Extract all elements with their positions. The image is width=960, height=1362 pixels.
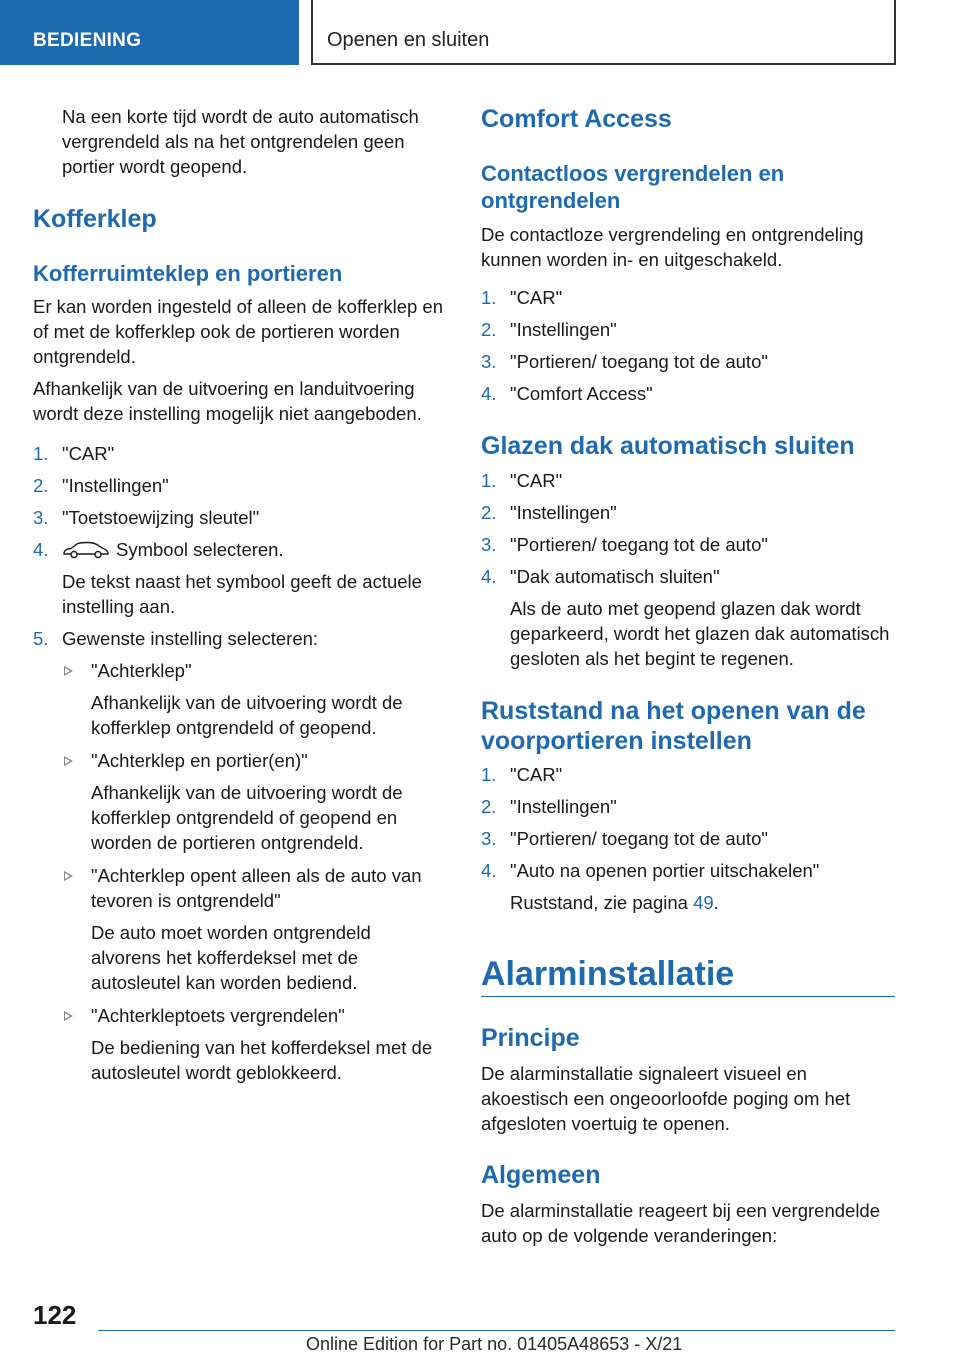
list-item: 2. "Instellingen"	[481, 796, 617, 817]
list-item: 1. "CAR"	[481, 764, 563, 785]
list-item: 2. "Instellingen"	[481, 502, 617, 523]
footer-divider	[98, 1330, 895, 1331]
heading-principe: Principe	[481, 1024, 580, 1052]
footer-edition: Online Edition for Part no. 01405A48653 - X/21	[306, 1334, 683, 1354]
list-item: 2. "Instellingen"	[33, 475, 169, 496]
header-section-tab	[0, 0, 299, 65]
heading-kofferklep: Kofferklep	[33, 205, 157, 233]
list-item: 4. Symbool selecteren. De tekst naast het symbool geeft de actuele instelling aan.	[33, 537, 445, 619]
heading-comfort-access: Comfort Access	[481, 105, 672, 133]
triangle-bullet-icon	[64, 666, 73, 676]
section-divider	[481, 996, 895, 997]
triangle-bullet-icon	[64, 871, 73, 881]
step-note: De tekst naast het symbool geeft de actuele instelling aan.	[62, 571, 422, 617]
heading-algemeen: Algemeen	[481, 1161, 601, 1189]
option-list	[62, 658, 445, 1085]
steps-comfort-access	[481, 285, 895, 406]
list-item: 1. "CAR"	[481, 287, 563, 308]
steps-kofferklep	[33, 441, 445, 1093]
heading-contactloos: Contactloos vergrendelen en ontgrendelen	[481, 161, 785, 213]
triangle-bullet-icon	[64, 1011, 73, 1021]
paragraph-contactloos: De contactloze vergrendeling en ontgrendeling kunnen worden in- en uitgeschakeld.	[481, 224, 864, 270]
paragraph-availability: Afhankelijk van de uitvoering en landuitvoering wordt deze instelling mogelijk niet aangeboden.	[33, 378, 422, 424]
paragraph-algemeen: De alarminstallatie reageert bij een vergrendelde auto op de volgende veranderingen:	[481, 1200, 881, 1246]
heading-glazen-dak: Glazen dak automatisch sluiten	[481, 432, 855, 460]
car-icon	[62, 539, 110, 559]
list-item: 5. Gewenste instelling selecteren: "Achterklep" Afhankelijk van de uitvoering wordt de kofferklep ontgrendeld of geopend. "Achterklep en portier(en)" Afhankelijk van de uitvoering wordt de kofferklep ontgrendeld of geopend en worden de portieren ontgrendeld. "Achterklep opent alleen als de auto van tevoren is ontgrendeld" De auto moet worden ontgrendeld alvorens het kofferdeksel met de autosleutel kan worden bediend. "Achterkleptoets vergrendelen" De bediening van het kofferdeksel met de autosleutel wordt geblokkeerd.	[33, 626, 445, 1085]
list-item: 3. "Portieren/ toegang tot de auto"	[481, 534, 768, 555]
steps-glazen-dak	[481, 468, 895, 671]
page-number: 122	[33, 1300, 77, 1330]
paragraph-setting: Er kan worden ingesteld of alleen de kofferklep en of met de kofferklep ook de portieren worden ontgrendeld.	[33, 296, 444, 367]
list-item: 2. "Instellingen"	[481, 319, 617, 340]
header-chapter-box	[311, 0, 896, 65]
list-item: 3. "Portieren/ toegang tot de auto"	[481, 351, 768, 372]
heading-ruststand: Ruststand na het openen van de voorportieren instellen	[481, 697, 866, 755]
intro-paragraph: Na een korte tijd wordt de auto automatisch vergrendeld als na het ontgrendelen geen portier wordt geopend.	[62, 106, 419, 177]
header-chapter-label: Openen en sluiten	[327, 29, 490, 51]
option-item: "Achterklep en portier(en)" Afhankelijk van de uitvoering wordt de kofferklep ontgrendeld of geopend en worden de portieren ontgrendeld.	[62, 748, 445, 855]
list-item: 4. "Auto na openen portier uitschakelen" Ruststand, zie pagina 49.	[481, 858, 895, 915]
option-item: "Achterklep" Afhankelijk van de uitvoering wordt de kofferklep ontgrendeld of geopend.	[62, 658, 445, 740]
steps-ruststand	[481, 762, 895, 915]
step-note: Als de auto met geopend glazen dak wordt geparkeerd, wordt het glazen dak automatisch gesloten als het begint te regenen.	[510, 598, 890, 669]
list-item: 4. "Comfort Access"	[481, 383, 653, 404]
list-item: 3. "Portieren/ toegang tot de auto"	[481, 828, 768, 849]
option-item: "Achterkleptoets vergrendelen" De bediening van het kofferdeksel met de autosleutel wordt geblokkeerd.	[62, 1003, 445, 1085]
heading-alarminstallatie: Alarminstallatie	[481, 955, 735, 993]
list-item: 1. "CAR"	[33, 443, 115, 464]
heading-kofferruimteklep: Kofferruimteklep en portieren	[33, 261, 343, 286]
step-note: Ruststand, zie pagina 49.	[510, 892, 719, 913]
option-item: "Achterklep opent alleen als de auto van tevoren is ontgrendeld" De auto moet worden ontgrendeld alvorens het kofferdeksel met de autosleutel kan worden bediend.	[62, 863, 445, 995]
triangle-bullet-icon	[64, 756, 73, 766]
list-item: 4. "Dak automatisch sluiten" Als de auto met geopend glazen dak wordt geparkeerd, wordt het glazen dak automatisch gesloten als het begint te regenen.	[481, 564, 895, 671]
header-section-label: BEDIENING	[33, 30, 142, 51]
list-item: 1. "CAR"	[481, 470, 563, 491]
list-item: 3. "Toetstoewijzing sleutel"	[33, 507, 260, 528]
paragraph-principe: De alarminstallatie signaleert visueel en akoestisch een ongeoorloofde poging om het afgesloten voertuig te openen.	[481, 1063, 851, 1134]
page-reference-link[interactable]: 49	[693, 892, 714, 913]
